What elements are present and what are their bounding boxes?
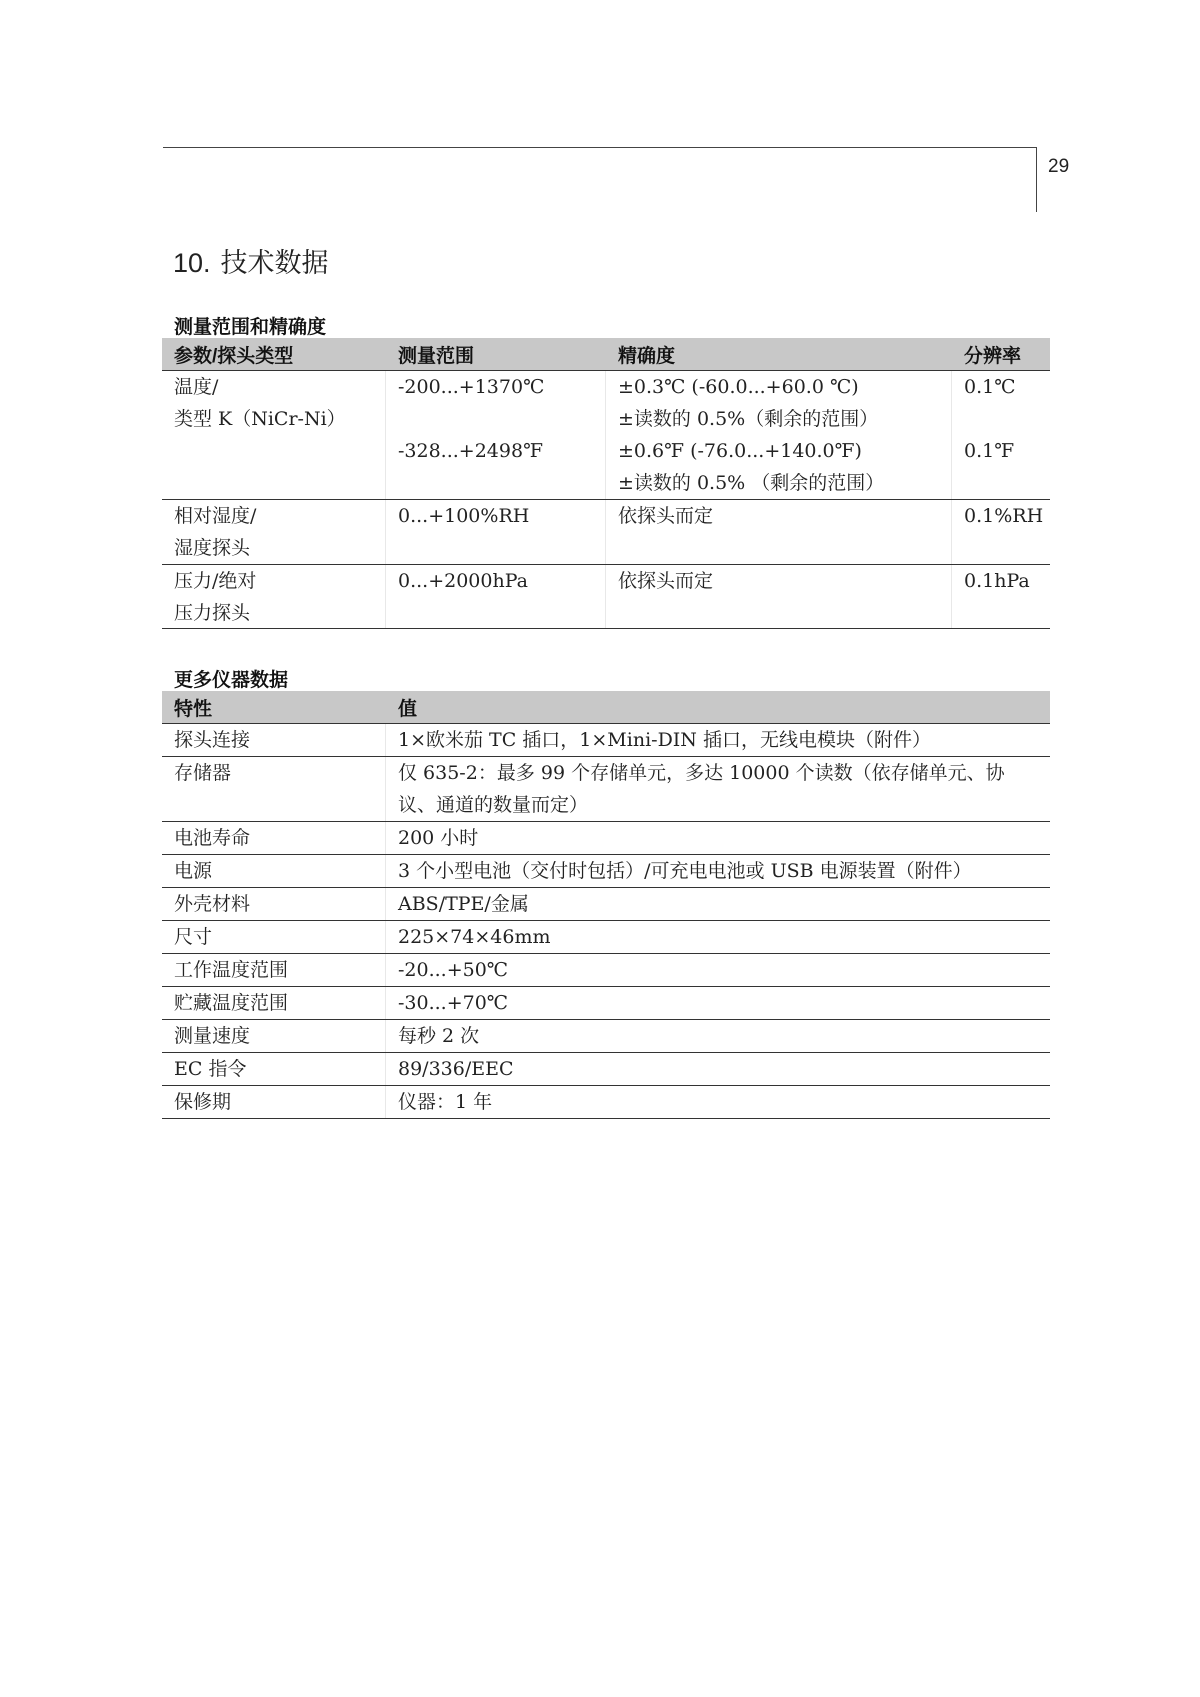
value-cell: -30...+70℃ xyxy=(398,992,509,1014)
value-cell: 200 小时 xyxy=(398,827,479,849)
table-row xyxy=(162,822,1050,855)
key-cell: 探头连接 xyxy=(162,724,386,756)
table-header xyxy=(162,691,1050,724)
section-title-instrument: 更多仪器数据 xyxy=(174,670,289,691)
header-cell: 精确度 xyxy=(618,345,676,367)
header-cell: 分辨率 xyxy=(964,345,1022,367)
cell-line: ±0.6℉ (-76.0...+140.0℉) xyxy=(618,440,862,462)
value-cell xyxy=(386,757,1050,821)
cell-line: 压力/绝对 xyxy=(174,570,257,592)
param-cell xyxy=(162,500,386,564)
header-cell: 参数/探头类型 xyxy=(174,345,294,367)
table-row xyxy=(162,565,1050,629)
cell-line: 湿度探头 xyxy=(174,537,251,559)
table-row xyxy=(162,1020,1050,1053)
title-text: 技术数据 xyxy=(220,248,329,278)
resolution-cell xyxy=(952,371,1050,499)
cell-line xyxy=(398,403,605,435)
cell-line: 议、通道的数量而定） xyxy=(398,794,589,816)
accuracy-cell: 依探头而定 xyxy=(606,500,952,564)
header-vertical-rule xyxy=(1036,147,1037,212)
value-cell: 3 个小型电池（交付时包括）/可充电电池或 USB 电源装置（附件） xyxy=(398,860,972,882)
cell-line: ±0.3℃ (-60.0...+60.0 ℃) xyxy=(618,376,859,398)
resolution-cell: 0.1%RH xyxy=(964,505,1044,527)
range-cell: 0...+2000hPa xyxy=(386,565,606,628)
section-title-measurement: 测量范围和精确度 xyxy=(174,317,327,338)
header-cell: 值 xyxy=(398,698,418,720)
table-row xyxy=(162,724,1050,757)
cell-line: 0.1℉ xyxy=(964,440,1015,462)
resolution-cell: 0.1hPa xyxy=(964,570,1030,592)
cell-line: -200...+1370℃ xyxy=(398,376,545,398)
table-row xyxy=(162,921,1050,954)
cell-line: 压力探头 xyxy=(174,602,251,624)
key-cell: 尺寸 xyxy=(162,921,386,953)
table-row xyxy=(162,855,1050,888)
value-cell: 仪器：1 年 xyxy=(398,1091,493,1113)
table-row xyxy=(162,954,1050,987)
value-cell: 89/336/EEC xyxy=(398,1058,514,1080)
table-row xyxy=(162,987,1050,1020)
value-cell: 225×74×46mm xyxy=(398,926,551,948)
table-header xyxy=(162,338,1050,371)
key-cell: 测量速度 xyxy=(162,1020,386,1052)
value-cell: ABS/TPE/金属 xyxy=(398,893,529,915)
cell-line xyxy=(964,403,1050,435)
table-row xyxy=(162,1086,1050,1119)
cell-line: 0.1℃ xyxy=(964,376,1016,398)
cell-line: ±读数的 0.5%（剩余的范围） xyxy=(618,408,879,430)
value-cell: 1×欧米茄 TC 插口，1×Mini-DIN 插口，无线电模块（附件） xyxy=(398,729,931,751)
cell-line: 温度/ xyxy=(174,376,219,398)
table-row xyxy=(162,500,1050,565)
key-cell: 贮藏温度范围 xyxy=(162,987,386,1019)
measurement-table xyxy=(162,338,1050,629)
cell-line: 仅 635-2：最多 99 个存储单元，多达 10000 个读数（依存储单元、协 xyxy=(398,762,1005,784)
accuracy-cell xyxy=(606,371,952,499)
header-rule xyxy=(163,147,1037,148)
value-cell: 每秒 2 次 xyxy=(398,1025,480,1047)
cell-line: ±读数的 0.5% （剩余的范围） xyxy=(618,472,885,494)
key-cell: 外壳材料 xyxy=(162,888,386,920)
table-row xyxy=(162,1053,1050,1086)
value-cell: -20...+50℃ xyxy=(398,959,509,981)
header-cell: 测量范围 xyxy=(398,345,475,367)
key-cell: 电池寿命 xyxy=(162,822,386,854)
section-number: 10. xyxy=(173,248,211,278)
table-row xyxy=(162,757,1050,822)
table-row xyxy=(162,371,1050,500)
param-cell xyxy=(162,565,386,628)
range-cell: 0...+100%RH xyxy=(386,500,606,564)
param-cell xyxy=(162,371,386,499)
page-number: 29 xyxy=(1048,156,1070,177)
header-cell: 特性 xyxy=(174,698,213,720)
accuracy-cell: 依探头而定 xyxy=(606,565,952,628)
instrument-table xyxy=(162,691,1050,1119)
table-row xyxy=(162,888,1050,921)
cell-line: 类型 K（NiCr-Ni） xyxy=(174,408,346,430)
key-cell: 电源 xyxy=(162,855,386,887)
page-title xyxy=(173,241,329,280)
range-cell xyxy=(386,371,606,499)
key-cell: EC 指令 xyxy=(162,1053,386,1085)
key-cell: 工作温度范围 xyxy=(162,954,386,986)
cell-line: -328...+2498℉ xyxy=(398,440,543,462)
key-cell: 存储器 xyxy=(162,757,386,821)
cell-line: 相对湿度/ xyxy=(174,505,257,527)
key-cell: 保修期 xyxy=(162,1086,386,1118)
